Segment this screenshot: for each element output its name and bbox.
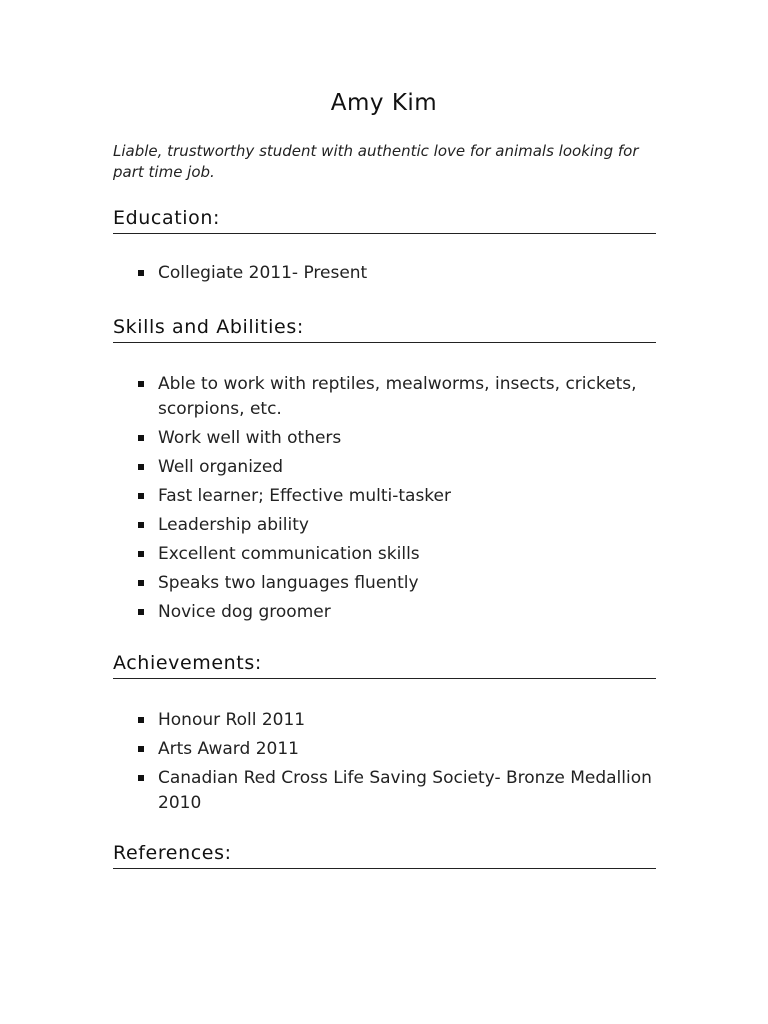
achievements-heading: Achievements:: [113, 652, 656, 679]
bullet-icon: [138, 435, 144, 441]
list-item: Able to work with reptiles, mealworms, insects, crickets, scorpions, etc.: [113, 372, 656, 422]
bullet-icon: [138, 775, 144, 781]
bullet-icon: [138, 746, 144, 752]
bullet-icon: [138, 522, 144, 528]
list-item: Work well with others: [113, 426, 656, 451]
list-item: Well organized: [113, 455, 656, 480]
resume-name: Amy Kim: [330, 90, 438, 116]
bullet-icon: [138, 464, 144, 470]
bullet-icon: [138, 493, 144, 499]
list-item: Leadership ability: [113, 513, 656, 538]
bullet-icon: [138, 270, 144, 276]
list-item: Canadian Red Cross Life Saving Society- Bronze Medallion 2010: [113, 766, 656, 816]
list-item: Fast learner; Effective multi-tasker: [113, 484, 656, 509]
references-heading: References:: [113, 842, 656, 869]
list-item: Collegiate 2011- Present: [113, 261, 656, 286]
education-list: [113, 261, 656, 290]
achievements-list: [113, 708, 656, 820]
education-heading: Education:: [113, 207, 656, 234]
objective-statement: Liable, trustworthy student with authentic love for animals looking for part time job.: [113, 142, 639, 181]
list-item: Honour Roll 2011: [113, 708, 656, 733]
bullet-icon: [138, 609, 144, 615]
list-item: Speaks two languages fluently: [113, 571, 656, 596]
bullet-icon: [138, 381, 144, 387]
bullet-icon: [138, 717, 144, 723]
skills-heading: Skills and Abilities:: [113, 316, 656, 343]
list-item: Excellent communication skills: [113, 542, 656, 567]
list-item: Novice dog groomer: [113, 600, 656, 625]
bullet-icon: [138, 580, 144, 586]
bullet-icon: [138, 551, 144, 557]
skills-list: [113, 372, 656, 629]
list-item: Arts Award 2011: [113, 737, 656, 762]
